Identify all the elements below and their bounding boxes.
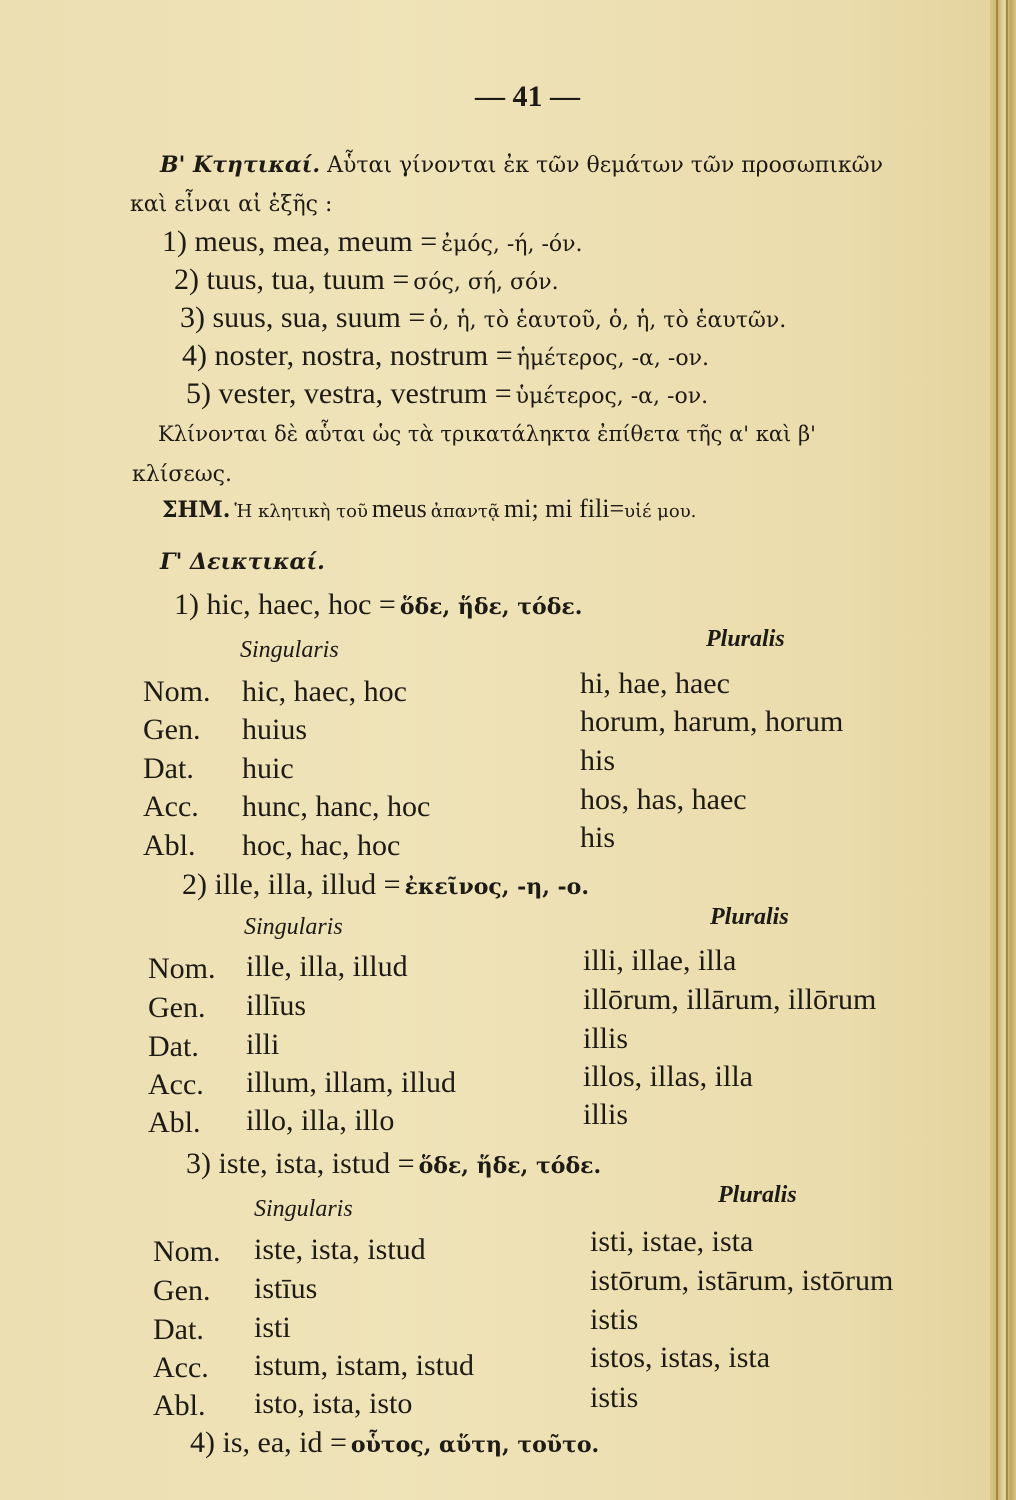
pronoun-title-greek: ἐκεῖνος, -η, -ο. bbox=[404, 874, 590, 900]
shm-greek-2: ἀπαντᾷ bbox=[430, 501, 500, 522]
case-label: Dat. bbox=[153, 1313, 204, 1346]
pronoun-1-title bbox=[174, 588, 582, 622]
pronoun-title-greek: οὗτος, αὕτη, τοῦτο. bbox=[350, 1432, 600, 1458]
book-spine bbox=[990, 0, 1016, 1500]
pluralis-header: Pluralis bbox=[706, 626, 785, 652]
singular-form: hic, haec, hoc bbox=[242, 675, 407, 708]
pronoun-2-title bbox=[182, 868, 589, 902]
plural-form: istis bbox=[590, 1381, 639, 1414]
section-b-heading: Β' Κτητικαί. bbox=[160, 152, 321, 178]
pronoun-title-greek: ὅδε, ἥδε, τόδε. bbox=[399, 594, 583, 620]
shm-greek-1: Ἡ κλητικὴ τοῦ bbox=[234, 501, 368, 522]
possessive-item-3 bbox=[180, 301, 786, 335]
item-greek: ἐμός, -ή, -όν. bbox=[441, 232, 583, 257]
singular-form: hunc, hanc, hoc bbox=[242, 790, 431, 823]
item-latin: 4) noster, nostra, nostrum = bbox=[182, 339, 513, 372]
singular-form: illi bbox=[246, 1028, 280, 1061]
singular-form: istum, istam, istud bbox=[254, 1349, 475, 1382]
item-greek: ἡμέτερος, -α, -ον. bbox=[516, 346, 709, 371]
plural-form: hos, has, haec bbox=[580, 783, 747, 816]
singular-form: illum, illam, illud bbox=[246, 1066, 456, 1099]
plural-form: illis bbox=[583, 1022, 629, 1055]
item-greek: ὑμέτερος, -α, -ον. bbox=[515, 384, 709, 409]
case-label: Acc. bbox=[148, 1068, 204, 1101]
pronoun-4-title bbox=[190, 1426, 599, 1460]
possessive-item-1 bbox=[162, 225, 583, 259]
plural-form: illi, illae, illa bbox=[583, 944, 737, 977]
page-number: — 41 — bbox=[475, 80, 580, 113]
item-greek: σός, σή, σόν. bbox=[413, 270, 559, 295]
shm-label: ΣΗΜ. bbox=[162, 497, 231, 523]
case-label: Acc. bbox=[143, 790, 199, 823]
item-latin: 2) tuus, tua, tuum = bbox=[174, 263, 410, 296]
singularis-header: Singularis bbox=[254, 1196, 353, 1222]
shm-note bbox=[162, 494, 696, 524]
singular-form: hoc, hac, hoc bbox=[242, 829, 401, 862]
singular-form: huius bbox=[242, 713, 308, 746]
section-b-intro2: καὶ εἶναι αἱ ἑξῆς : bbox=[130, 192, 333, 217]
pluralis-header: Pluralis bbox=[718, 1182, 797, 1208]
plural-form: horum, harum, horum bbox=[580, 705, 844, 738]
plural-form: hi, hae, haec bbox=[580, 667, 730, 700]
section-g-heading: Γ' Δεικτικαί. bbox=[160, 549, 325, 575]
item-latin: 3) suus, sua, suum = bbox=[180, 301, 426, 334]
case-label: Acc. bbox=[153, 1351, 209, 1384]
singular-form: huic bbox=[242, 752, 294, 785]
plural-form: illos, illas, illa bbox=[583, 1060, 753, 1093]
pronoun-3-title bbox=[186, 1147, 601, 1181]
singular-form: isto, ista, isto bbox=[254, 1387, 413, 1420]
section-b-intro: Αὗται γίνονται ἐκ τῶν θεμάτων τῶν προσωπικῶν bbox=[327, 153, 883, 178]
case-label: Nom. bbox=[143, 675, 211, 708]
case-label: Nom. bbox=[153, 1235, 221, 1268]
item-latin: 1) meus, mea, meum = bbox=[162, 225, 438, 258]
pronoun-title-greek: ὅδε, ἥδε, τόδε. bbox=[418, 1153, 602, 1179]
case-label: Abl. bbox=[148, 1106, 201, 1139]
plural-form: his bbox=[580, 821, 616, 854]
singular-form: iste, ista, istud bbox=[254, 1233, 426, 1266]
pronoun-title-latin: 2) ille, illa, illud = bbox=[182, 868, 401, 901]
possessive-item-4 bbox=[182, 339, 709, 373]
section-b-line1 bbox=[160, 152, 883, 178]
case-label: Nom. bbox=[148, 952, 216, 985]
case-label: Gen. bbox=[153, 1274, 211, 1307]
plural-form: illis bbox=[583, 1098, 629, 1131]
case-label: Gen. bbox=[148, 991, 206, 1024]
pronoun-title-latin: 4) is, ea, id = bbox=[190, 1426, 347, 1459]
singular-form: isti bbox=[254, 1311, 291, 1344]
singular-form: illīus bbox=[246, 989, 307, 1022]
plural-form: isti, istae, ista bbox=[590, 1225, 754, 1258]
spine-edge-line bbox=[996, 0, 998, 1500]
pronoun-title-latin: 1) hic, haec, hoc = bbox=[174, 588, 396, 621]
case-label: Abl. bbox=[143, 829, 196, 862]
pluralis-header: Pluralis bbox=[710, 904, 789, 930]
singular-form: illo, illa, illo bbox=[246, 1104, 395, 1137]
plural-form: illōrum, illārum, illōrum bbox=[583, 983, 877, 1016]
declension-note-line1: Κλίνονται δὲ αὗται ὡς τὰ τρικατάληκτα ἐπίθετα τῆς α' καὶ β' bbox=[158, 422, 816, 446]
singular-form: ille, illa, illud bbox=[246, 950, 408, 983]
shm-latin-2: mi; mi fili= bbox=[504, 494, 625, 523]
singularis-header: Singularis bbox=[240, 637, 339, 663]
singular-form: istīus bbox=[254, 1272, 318, 1305]
plural-form: istos, istas, ista bbox=[590, 1341, 771, 1374]
shm-greek-3: υἱέ μου. bbox=[624, 501, 697, 522]
singularis-header: Singularis bbox=[244, 914, 343, 940]
shm-latin-1: meus bbox=[371, 494, 427, 523]
case-label: Abl. bbox=[153, 1389, 206, 1422]
case-label: Dat. bbox=[143, 752, 194, 785]
case-label: Gen. bbox=[143, 713, 201, 746]
plural-form: istōrum, istārum, istōrum bbox=[590, 1264, 894, 1297]
case-label: Dat. bbox=[148, 1030, 199, 1063]
possessive-item-5 bbox=[186, 377, 708, 411]
possessive-item-2 bbox=[174, 263, 559, 297]
spine-edge-line bbox=[1006, 0, 1008, 1500]
plural-form: his bbox=[580, 744, 616, 777]
item-greek: ὁ, ἡ, τὸ ἑαυτοῦ, ὁ, ἡ, τὸ ἑαυτῶν. bbox=[429, 308, 787, 333]
pronoun-title-latin: 3) iste, ista, istud = bbox=[186, 1147, 415, 1180]
declension-note-line2: κλίσεως. bbox=[132, 462, 232, 487]
item-latin: 5) vester, vestra, vestrum = bbox=[186, 377, 512, 410]
plural-form: istis bbox=[590, 1303, 639, 1336]
